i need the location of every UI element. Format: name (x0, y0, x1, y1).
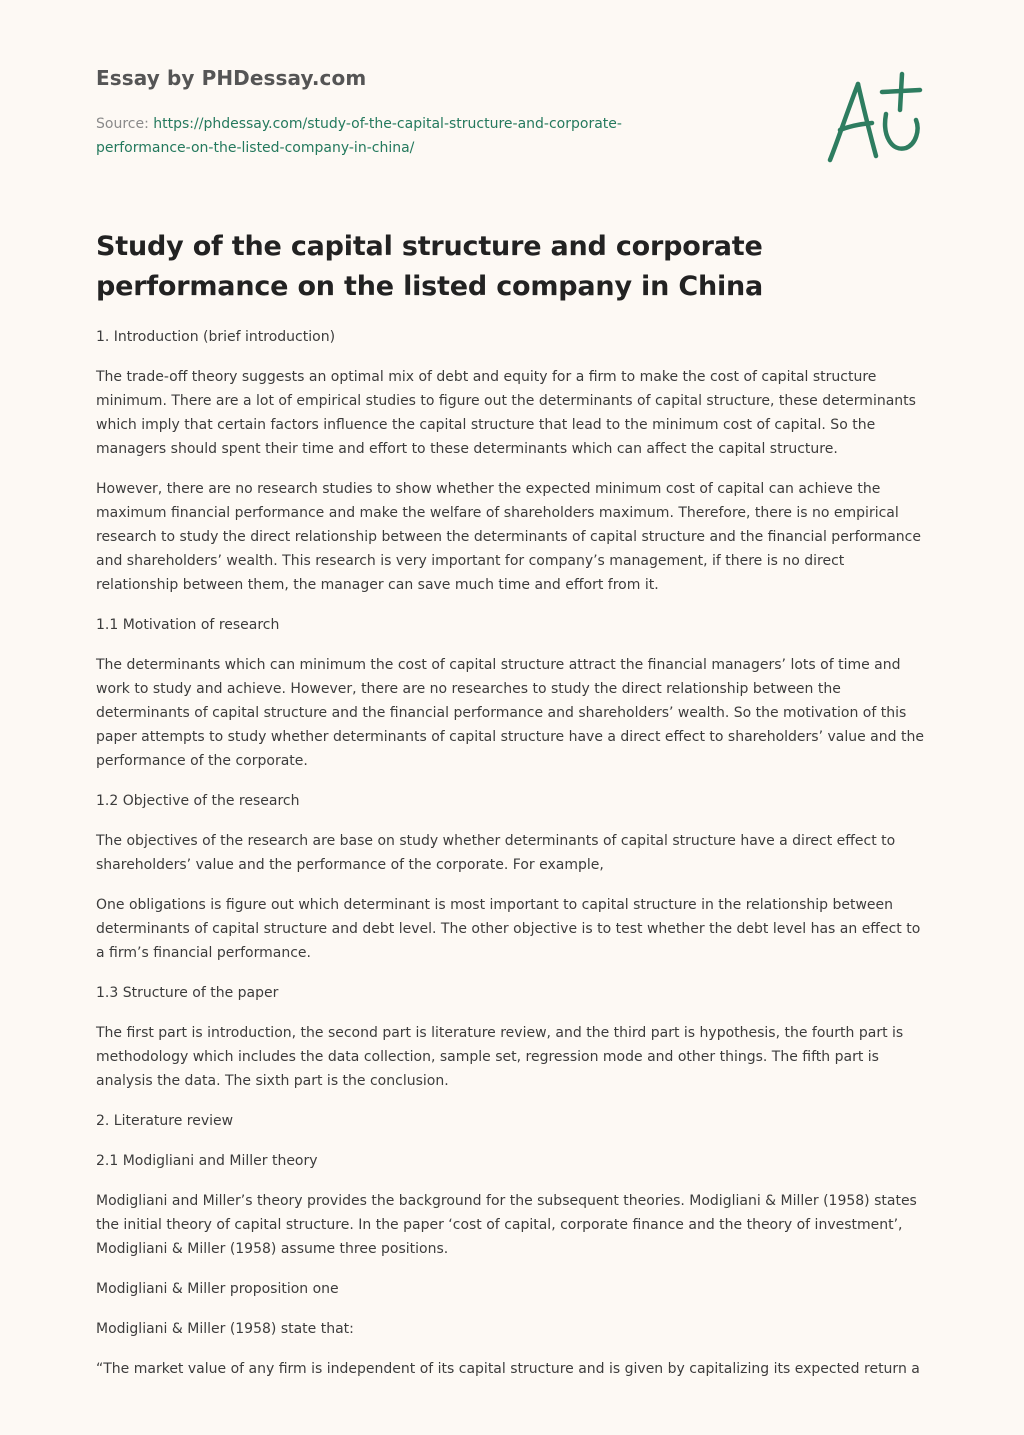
body-paragraph: One obligations is figure out which determinant is most important to capital structure in the relationship between determinants of capital structure and debt level. The other objective is to test whether the debt level has an effect to a firm’s financial performance. (96, 897, 921, 961)
source-label: Source: (96, 116, 149, 132)
body-paragraph: Modigliani & Miller (1958) state that: (96, 1321, 354, 1337)
body-paragraph: The trade-off theory suggests an optimal mix of debt and equity for a firm to make the cost of capital structure minimum. There are a lot of empirical studies to figure out the determinants of capital structure, these determinants which imply that certain factors influence the capital structure that lead to the minimum cost of capital. So the managers should spent their time and effort to these determinants which can affect the capital structure. (96, 369, 916, 457)
body-paragraph: 2. Literature review (96, 1113, 234, 1129)
source-line (96, 112, 696, 160)
site-title: Essay by PHDessay.com (96, 66, 367, 90)
body-paragraph: Modigliani & Miller proposition one (96, 1281, 339, 1297)
body-paragraph: 1. Introduction (brief introduction) (96, 329, 336, 345)
body-paragraph: 1.1 Motivation of research (96, 617, 280, 633)
document-body (96, 325, 928, 1397)
body-paragraph: “The market value of any firm is independent of its capital structure and is given by capitalizing its expected return a (96, 1361, 920, 1377)
body-paragraph: However, there are no research studies to show whether the expected minimum cost of capital can achieve the maximum financial performance and make the welfare of shareholders maximum. Therefore, there is no empirical research to study the direct relationship between the determinants of capital structure and the financial performance and shareholders’ wealth. This research is very important for company’s management, if there is no direct relationship between them, the manager can save much time and effort from it. (96, 481, 921, 593)
document-title: Study of the capital structure and corporate performance on the listed company in China (96, 231, 764, 302)
body-paragraph: Modigliani and Miller’s theory provides the background for the subsequent theories. Modigliani & Miller (1958) states the initial theory of capital structure. In the paper ‘cost of capital, corporate finance and the theory of investment’, Modigliani & Miller (1958) assume three positions. (96, 1193, 917, 1257)
source-link-line2: performance-on-the-listed-company-in-china/ (96, 140, 415, 156)
source-link[interactable] (96, 116, 622, 156)
body-paragraph: 1.2 Objective of the research (96, 793, 300, 809)
body-paragraph: 1.3 Structure of the paper (96, 985, 279, 1001)
source-link-line1: https://phdessay.com/study-of-the-capital-structure-and-corporate- (153, 116, 622, 132)
a-plus-icon (824, 70, 928, 166)
body-paragraph: The determinants which can minimum the cost of capital structure attract the financial managers’ lots of time and work to study and achieve. However, there are no researches to study the direct relationship between the determinants of capital structure and the financial performance and shareholders’ wealth. So the motivation of this paper attempts to study whether determinants of capital structure have a direct effect to shareholders’ value and the performance of the corporate. (96, 657, 924, 769)
body-paragraph: The first part is introduction, the second part is literature review, and the third part is hypothesis, the fourth part is methodology which includes the data collection, sample set, regression mode and other things. The fifth part is analysis the data. The sixth part is the conclusion. (96, 1025, 904, 1089)
body-paragraph: The objectives of the research are base on study whether determinants of capital structure have a direct effect to shareholders’ value and the performance of the corporate. For example, (96, 833, 896, 873)
body-paragraph: 2.1 Modigliani and Miller theory (96, 1153, 318, 1169)
